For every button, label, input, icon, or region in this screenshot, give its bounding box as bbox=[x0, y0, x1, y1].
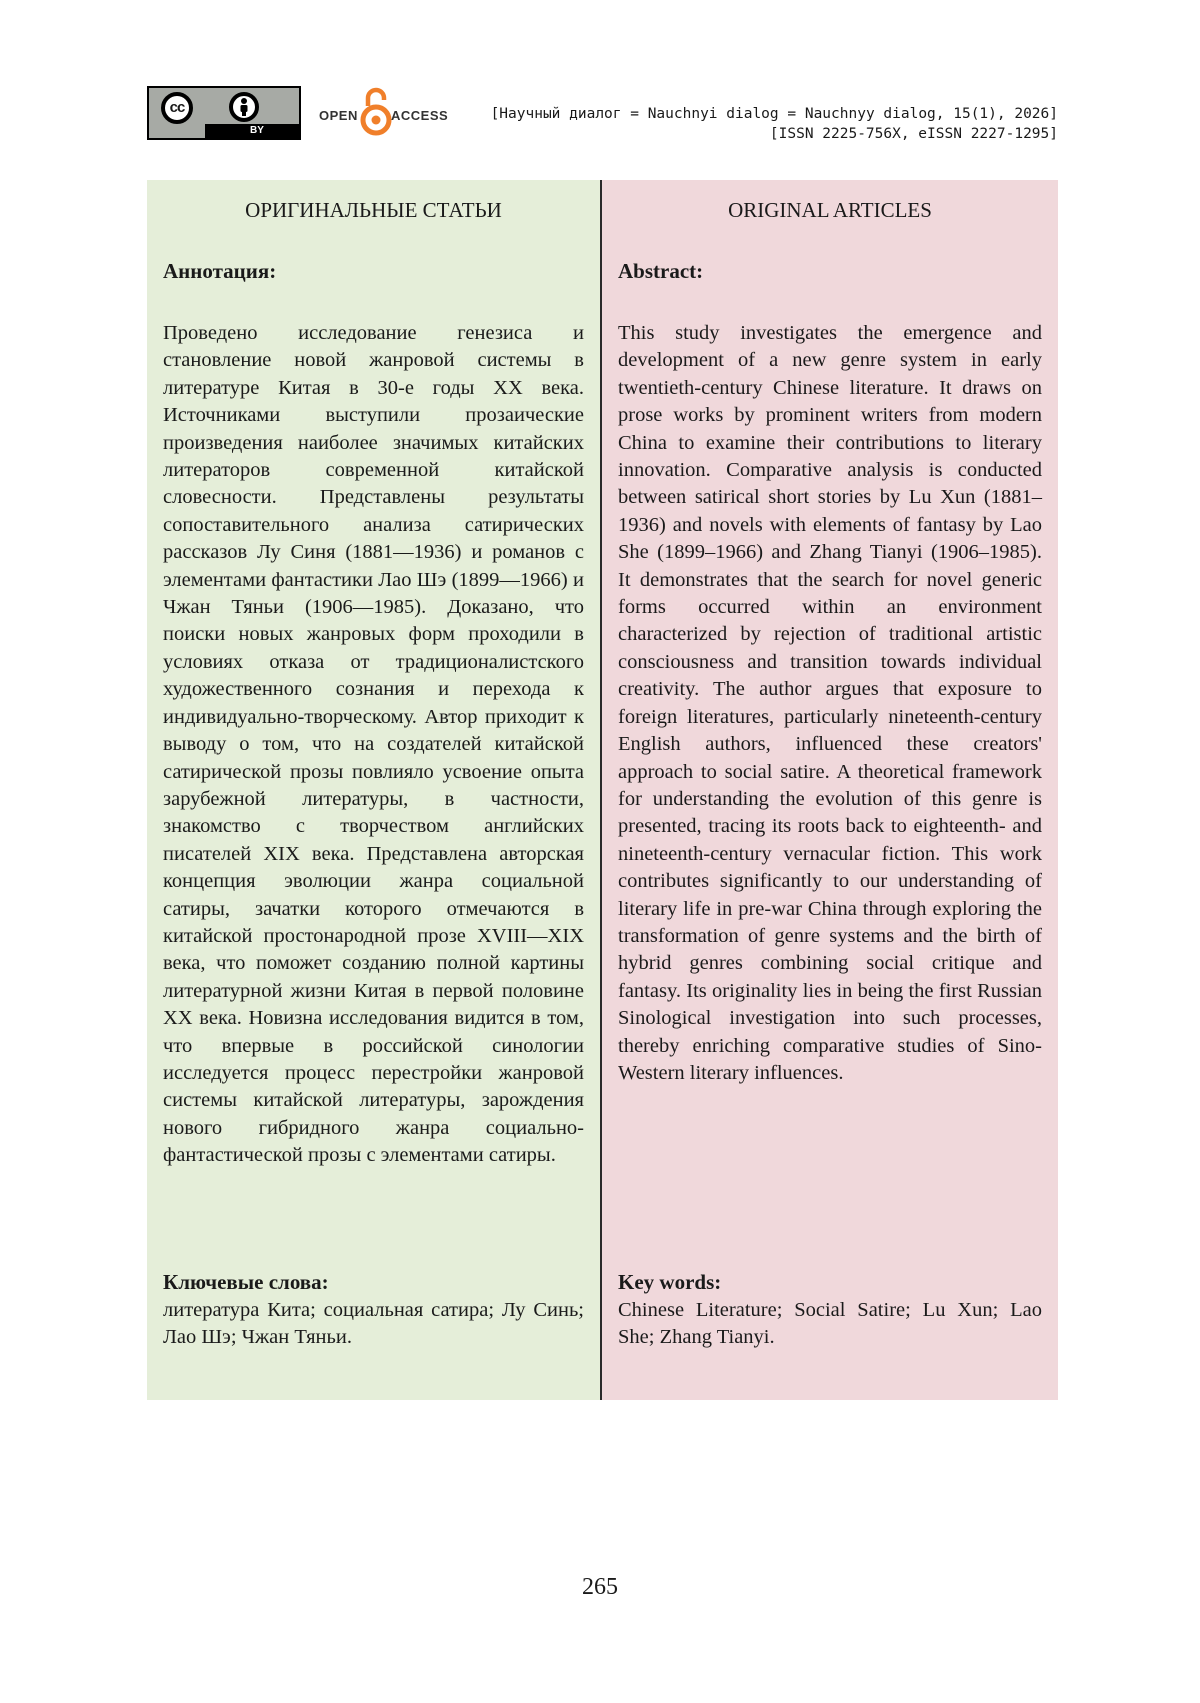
page-header bbox=[147, 86, 1058, 146]
person-icon bbox=[229, 92, 259, 122]
keywords-block-en bbox=[618, 1270, 1042, 1352]
keywords-heading-ru: Ключевые слова: bbox=[163, 1270, 329, 1294]
cc-label: cc bbox=[161, 92, 193, 124]
english-column bbox=[602, 180, 1058, 1400]
keywords-ru: литература Кита; социальная сатира; Лу Синь; Лао Шэ; Чжан Тяньи. bbox=[163, 1299, 584, 1349]
open-access-logo bbox=[319, 86, 469, 140]
creative-commons-by-icon bbox=[147, 86, 301, 140]
abstract-heading-ru: Аннотация: bbox=[163, 259, 277, 283]
citation bbox=[491, 104, 1058, 144]
section-title-en: ORIGINAL ARTICLES bbox=[728, 198, 932, 222]
abstract-columns bbox=[147, 180, 1058, 1400]
by-label: BY bbox=[205, 124, 299, 138]
abstract-text-en: This study investigates the emergence and development of a new genre system in early twentieth-century Chinese literature. It draws on prose works by prominent writers from modern China to examine their contributions to literary innovation. Comparative analysis is conducted between satirical short stories by Lu Xun (1881–1936) and novels with elements of fantasy by Lao She (1899–1966) and Zhang Tianyi (1906–1985). It demonstrates that the search for novel generic forms occurred within an environment characterized by rejection of traditional artistic consciousness and transition towards individual creativity. The author argues that exposure to foreign literatures, particularly nineteenth-century English authors, influenced these creators' approach to social satire. A theoretical framework for understanding the evolution of this genre is presented, tracing its roots back to eighteenth- and nineteenth-century vernacular fiction. This work contributes significantly to our understanding of literary life in pre-war China through exploring the transformation of genre systems and the birth of hybrid genres combining social critique and fantasy. Its originality lies in being the first Russian Sinological investigation into such processes, thereby enriching comparative studies of Sino-Western literary influences. bbox=[618, 322, 1042, 1084]
open-label: OPEN bbox=[319, 108, 358, 123]
keywords-block-ru bbox=[163, 1270, 584, 1352]
abstract-heading-en: Abstract: bbox=[618, 259, 704, 283]
section-title-ru: ОРИГИНАЛЬНЫЕ СТАТЬИ bbox=[245, 198, 502, 222]
abstract-text-ru: Проведено исследование генезиса и становление новой жанровой системы в литературе Китая в 30-е годы XX века. Источниками выступили прозаические произведения наиболее значимых китайских литераторов современной китайской словесности. Представлены результаты сопоставительного анализа сатирических рассказов Лу Синя (1881—1936) и романов с элементами фантастики Лао Шэ (1899—1966) и Чжан Тяньи (1906—1985). Доказано, что поиски новых жанровых форм проходили в условиях отказа от традиционалистского художественного сознания и перехода к индивидуально-творческому. Автор приходит к выводу о том, что на создателей китайской сатирической прозы повлияло усвоение опыта зарубежной литературы, в частности, знакомство с творчеством английских писателей XIX века. Представлена авторская концепция эволюции жанра социальной сатиры, зачатки которого отмечаются в китайской простонародной прозе XVIII—XIX века, что поможет созданию полной картины литературной жизни Китая в первой половине XX века. Новизна исследования видится в том, что впервые в российской синологии исследуется процесс перестройки жанровой системы китайской литературы, зарождения нового гибридного жанра социально-фантастической прозы с элементами сатиры. bbox=[163, 322, 584, 1167]
keywords-en: Chinese Literature; Social Satire; Lu Xun; Lao She; Zhang Tianyi. bbox=[618, 1299, 1042, 1349]
keywords-heading-en: Key words: bbox=[618, 1270, 722, 1294]
open-access-lock-icon bbox=[359, 86, 393, 138]
access-label: ACCESS bbox=[391, 108, 449, 123]
page-number: 265 bbox=[582, 1574, 618, 1600]
citation-line-2: [ISSN 2225-756X, eISSN 2227-1295] bbox=[769, 126, 1058, 142]
citation-line-1: [Научный диалог = Nauchnyi dialog = Nauchnyy dialog, 15(1), 2026] bbox=[490, 106, 1058, 122]
russian-column bbox=[147, 180, 602, 1400]
